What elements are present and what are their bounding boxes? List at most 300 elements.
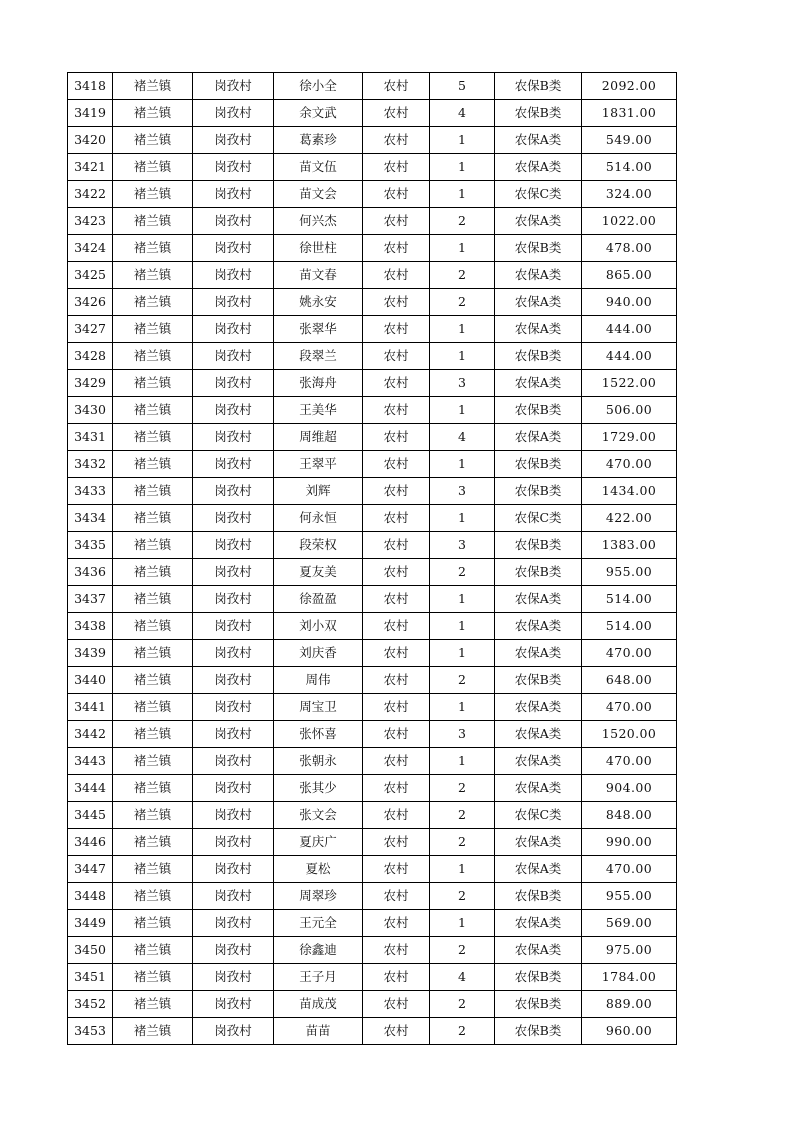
household-type-cell: 农村 <box>363 991 430 1018</box>
table-row <box>68 316 677 343</box>
name-cell: 周翠珍 <box>274 883 363 910</box>
village-cell: 岗孜村 <box>193 667 274 694</box>
amount-cell: 865.00 <box>582 262 677 289</box>
amount-cell: 904.00 <box>582 775 677 802</box>
name-cell: 张朝永 <box>274 748 363 775</box>
table-row <box>68 208 677 235</box>
family-size-cell: 1 <box>430 154 495 181</box>
table-row <box>68 856 677 883</box>
amount-cell: 569.00 <box>582 910 677 937</box>
amount-cell: 506.00 <box>582 397 677 424</box>
family-size-cell: 2 <box>430 262 495 289</box>
family-size-cell: 1 <box>430 343 495 370</box>
family-size-cell: 1 <box>430 181 495 208</box>
village-cell: 岗孜村 <box>193 775 274 802</box>
town-cell: 褚兰镇 <box>113 289 193 316</box>
household-type-cell: 农村 <box>363 73 430 100</box>
insurance-category-cell: 农保B类 <box>495 991 582 1018</box>
name-cell: 段翠兰 <box>274 343 363 370</box>
insurance-category-cell: 农保B类 <box>495 559 582 586</box>
table-row <box>68 289 677 316</box>
serial-number-cell: 3433 <box>68 478 113 505</box>
amount-cell: 514.00 <box>582 586 677 613</box>
name-cell: 周维超 <box>274 424 363 451</box>
town-cell: 褚兰镇 <box>113 478 193 505</box>
amount-cell: 1522.00 <box>582 370 677 397</box>
village-cell: 岗孜村 <box>193 1018 274 1045</box>
village-cell: 岗孜村 <box>193 559 274 586</box>
insurance-category-cell: 农保A类 <box>495 127 582 154</box>
household-type-cell: 农村 <box>363 694 430 721</box>
town-cell: 褚兰镇 <box>113 937 193 964</box>
town-cell: 褚兰镇 <box>113 532 193 559</box>
household-type-cell: 农村 <box>363 829 430 856</box>
name-cell: 何永恒 <box>274 505 363 532</box>
amount-cell: 1784.00 <box>582 964 677 991</box>
serial-number-cell: 3448 <box>68 883 113 910</box>
amount-cell: 470.00 <box>582 451 677 478</box>
village-cell: 岗孜村 <box>193 829 274 856</box>
table-row <box>68 748 677 775</box>
amount-cell: 1729.00 <box>582 424 677 451</box>
name-cell: 张翠华 <box>274 316 363 343</box>
table-row <box>68 964 677 991</box>
town-cell: 褚兰镇 <box>113 154 193 181</box>
family-size-cell: 1 <box>430 856 495 883</box>
family-size-cell: 2 <box>430 208 495 235</box>
table-row <box>68 154 677 181</box>
amount-cell: 444.00 <box>582 316 677 343</box>
household-type-cell: 农村 <box>363 181 430 208</box>
household-type-cell: 农村 <box>363 856 430 883</box>
name-cell: 何兴杰 <box>274 208 363 235</box>
family-size-cell: 1 <box>430 505 495 532</box>
serial-number-cell: 3444 <box>68 775 113 802</box>
family-size-cell: 1 <box>430 127 495 154</box>
household-type-cell: 农村 <box>363 397 430 424</box>
family-size-cell: 1 <box>430 910 495 937</box>
amount-cell: 324.00 <box>582 181 677 208</box>
serial-number-cell: 3429 <box>68 370 113 397</box>
name-cell: 苗文春 <box>274 262 363 289</box>
family-size-cell: 1 <box>430 586 495 613</box>
name-cell: 苗文伍 <box>274 154 363 181</box>
amount-cell: 990.00 <box>582 829 677 856</box>
serial-number-cell: 3430 <box>68 397 113 424</box>
amount-cell: 1383.00 <box>582 532 677 559</box>
insurance-category-cell: 农保A类 <box>495 748 582 775</box>
village-cell: 岗孜村 <box>193 181 274 208</box>
family-size-cell: 1 <box>430 397 495 424</box>
serial-number-cell: 3427 <box>68 316 113 343</box>
serial-number-cell: 3437 <box>68 586 113 613</box>
village-cell: 岗孜村 <box>193 802 274 829</box>
family-size-cell: 1 <box>430 640 495 667</box>
table-row <box>68 262 677 289</box>
town-cell: 褚兰镇 <box>113 424 193 451</box>
family-size-cell: 3 <box>430 721 495 748</box>
name-cell: 葛素珍 <box>274 127 363 154</box>
household-type-cell: 农村 <box>363 478 430 505</box>
household-type-cell: 农村 <box>363 424 430 451</box>
serial-number-cell: 3450 <box>68 937 113 964</box>
town-cell: 褚兰镇 <box>113 73 193 100</box>
town-cell: 褚兰镇 <box>113 775 193 802</box>
name-cell: 张海舟 <box>274 370 363 397</box>
insurance-category-cell: 农保B类 <box>495 532 582 559</box>
serial-number-cell: 3439 <box>68 640 113 667</box>
household-type-cell: 农村 <box>363 1018 430 1045</box>
town-cell: 褚兰镇 <box>113 1018 193 1045</box>
table-row <box>68 559 677 586</box>
family-size-cell: 2 <box>430 937 495 964</box>
household-type-cell: 农村 <box>363 154 430 181</box>
name-cell: 夏松 <box>274 856 363 883</box>
town-cell: 褚兰镇 <box>113 667 193 694</box>
household-type-cell: 农村 <box>363 613 430 640</box>
name-cell: 刘小双 <box>274 613 363 640</box>
name-cell: 刘辉 <box>274 478 363 505</box>
insurance-category-cell: 农保B类 <box>495 100 582 127</box>
insurance-category-cell: 农保B类 <box>495 964 582 991</box>
village-cell: 岗孜村 <box>193 424 274 451</box>
serial-number-cell: 3434 <box>68 505 113 532</box>
town-cell: 褚兰镇 <box>113 694 193 721</box>
name-cell: 张怀喜 <box>274 721 363 748</box>
insurance-category-cell: 农保B类 <box>495 883 582 910</box>
amount-cell: 1022.00 <box>582 208 677 235</box>
serial-number-cell: 3424 <box>68 235 113 262</box>
family-size-cell: 2 <box>430 802 495 829</box>
insurance-category-cell: 农保A类 <box>495 424 582 451</box>
name-cell: 苗成茂 <box>274 991 363 1018</box>
insurance-category-cell: 农保A类 <box>495 289 582 316</box>
family-size-cell: 2 <box>430 667 495 694</box>
household-type-cell: 农村 <box>363 883 430 910</box>
village-cell: 岗孜村 <box>193 316 274 343</box>
family-size-cell: 1 <box>430 694 495 721</box>
insurance-category-cell: 农保A类 <box>495 640 582 667</box>
serial-number-cell: 3441 <box>68 694 113 721</box>
household-type-cell: 农村 <box>363 748 430 775</box>
name-cell: 张文会 <box>274 802 363 829</box>
town-cell: 褚兰镇 <box>113 370 193 397</box>
insurance-category-cell: 农保C类 <box>495 802 582 829</box>
household-type-cell: 农村 <box>363 802 430 829</box>
table-row <box>68 910 677 937</box>
serial-number-cell: 3428 <box>68 343 113 370</box>
village-cell: 岗孜村 <box>193 721 274 748</box>
family-size-cell: 1 <box>430 613 495 640</box>
table-row <box>68 829 677 856</box>
name-cell: 周伟 <box>274 667 363 694</box>
household-type-cell: 农村 <box>363 775 430 802</box>
serial-number-cell: 3420 <box>68 127 113 154</box>
village-cell: 岗孜村 <box>193 100 274 127</box>
village-cell: 岗孜村 <box>193 127 274 154</box>
household-type-cell: 农村 <box>363 721 430 748</box>
village-cell: 岗孜村 <box>193 640 274 667</box>
table-row <box>68 127 677 154</box>
village-cell: 岗孜村 <box>193 451 274 478</box>
serial-number-cell: 3452 <box>68 991 113 1018</box>
village-cell: 岗孜村 <box>193 289 274 316</box>
household-type-cell: 农村 <box>363 667 430 694</box>
table-row <box>68 451 677 478</box>
table-row <box>68 73 677 100</box>
town-cell: 褚兰镇 <box>113 181 193 208</box>
household-type-cell: 农村 <box>363 343 430 370</box>
table-row <box>68 1018 677 1045</box>
table-row <box>68 505 677 532</box>
serial-number-cell: 3419 <box>68 100 113 127</box>
family-size-cell: 2 <box>430 1018 495 1045</box>
town-cell: 褚兰镇 <box>113 262 193 289</box>
family-size-cell: 3 <box>430 370 495 397</box>
insurance-category-cell: 农保A类 <box>495 694 582 721</box>
serial-number-cell: 3445 <box>68 802 113 829</box>
table-row <box>68 478 677 505</box>
household-type-cell: 农村 <box>363 370 430 397</box>
town-cell: 褚兰镇 <box>113 505 193 532</box>
amount-cell: 940.00 <box>582 289 677 316</box>
family-size-cell: 2 <box>430 991 495 1018</box>
insurance-category-cell: 农保A类 <box>495 910 582 937</box>
amount-cell: 514.00 <box>582 154 677 181</box>
family-size-cell: 4 <box>430 100 495 127</box>
table-row <box>68 883 677 910</box>
name-cell: 徐鑫迪 <box>274 937 363 964</box>
town-cell: 褚兰镇 <box>113 856 193 883</box>
amount-cell: 422.00 <box>582 505 677 532</box>
village-cell: 岗孜村 <box>193 694 274 721</box>
serial-number-cell: 3447 <box>68 856 113 883</box>
amount-cell: 960.00 <box>582 1018 677 1045</box>
amount-cell: 470.00 <box>582 748 677 775</box>
name-cell: 姚永安 <box>274 289 363 316</box>
serial-number-cell: 3422 <box>68 181 113 208</box>
serial-number-cell: 3453 <box>68 1018 113 1045</box>
amount-cell: 848.00 <box>582 802 677 829</box>
household-type-cell: 农村 <box>363 289 430 316</box>
amount-cell: 514.00 <box>582 613 677 640</box>
household-type-cell: 农村 <box>363 640 430 667</box>
insurance-category-cell: 农保A类 <box>495 208 582 235</box>
village-cell: 岗孜村 <box>193 262 274 289</box>
table-row <box>68 613 677 640</box>
family-size-cell: 2 <box>430 559 495 586</box>
name-cell: 徐小全 <box>274 73 363 100</box>
serial-number-cell: 3442 <box>68 721 113 748</box>
serial-number-cell: 3449 <box>68 910 113 937</box>
village-cell: 岗孜村 <box>193 883 274 910</box>
household-type-cell: 农村 <box>363 559 430 586</box>
table-row <box>68 235 677 262</box>
town-cell: 褚兰镇 <box>113 586 193 613</box>
name-cell: 刘庆香 <box>274 640 363 667</box>
town-cell: 褚兰镇 <box>113 640 193 667</box>
amount-cell: 549.00 <box>582 127 677 154</box>
table-row <box>68 100 677 127</box>
family-size-cell: 2 <box>430 829 495 856</box>
amount-cell: 955.00 <box>582 559 677 586</box>
family-size-cell: 3 <box>430 532 495 559</box>
amount-cell: 470.00 <box>582 694 677 721</box>
amount-cell: 889.00 <box>582 991 677 1018</box>
household-type-cell: 农村 <box>363 532 430 559</box>
name-cell: 段荣权 <box>274 532 363 559</box>
village-cell: 岗孜村 <box>193 991 274 1018</box>
serial-number-cell: 3426 <box>68 289 113 316</box>
table-row <box>68 937 677 964</box>
insurance-category-cell: 农保A类 <box>495 370 582 397</box>
table-row <box>68 424 677 451</box>
name-cell: 王元全 <box>274 910 363 937</box>
village-cell: 岗孜村 <box>193 586 274 613</box>
name-cell: 周宝卫 <box>274 694 363 721</box>
insurance-category-cell: 农保B类 <box>495 451 582 478</box>
family-size-cell: 2 <box>430 883 495 910</box>
insurance-category-cell: 农保B类 <box>495 397 582 424</box>
insurance-category-cell: 农保B类 <box>495 73 582 100</box>
amount-cell: 478.00 <box>582 235 677 262</box>
table-row <box>68 721 677 748</box>
village-cell: 岗孜村 <box>193 370 274 397</box>
town-cell: 褚兰镇 <box>113 100 193 127</box>
village-cell: 岗孜村 <box>193 937 274 964</box>
village-cell: 岗孜村 <box>193 613 274 640</box>
table-row <box>68 370 677 397</box>
insurance-category-cell: 农保C类 <box>495 181 582 208</box>
household-type-cell: 农村 <box>363 127 430 154</box>
name-cell: 徐盈盈 <box>274 586 363 613</box>
table-row <box>68 181 677 208</box>
household-type-cell: 农村 <box>363 208 430 235</box>
serial-number-cell: 3421 <box>68 154 113 181</box>
insurance-category-cell: 农保A类 <box>495 856 582 883</box>
town-cell: 褚兰镇 <box>113 127 193 154</box>
name-cell: 苗苗 <box>274 1018 363 1045</box>
household-type-cell: 农村 <box>363 451 430 478</box>
table-row <box>68 640 677 667</box>
amount-cell: 470.00 <box>582 640 677 667</box>
table-row <box>68 343 677 370</box>
household-type-cell: 农村 <box>363 586 430 613</box>
serial-number-cell: 3438 <box>68 613 113 640</box>
serial-number-cell: 3446 <box>68 829 113 856</box>
family-size-cell: 3 <box>430 478 495 505</box>
insurance-category-cell: 农保A类 <box>495 154 582 181</box>
serial-number-cell: 3435 <box>68 532 113 559</box>
insurance-category-cell: 农保B类 <box>495 235 582 262</box>
town-cell: 褚兰镇 <box>113 208 193 235</box>
table-row <box>68 397 677 424</box>
household-type-cell: 农村 <box>363 235 430 262</box>
family-size-cell: 2 <box>430 289 495 316</box>
insurance-category-cell: 农保A类 <box>495 829 582 856</box>
village-cell: 岗孜村 <box>193 856 274 883</box>
village-cell: 岗孜村 <box>193 343 274 370</box>
insurance-category-cell: 农保A类 <box>495 316 582 343</box>
name-cell: 王美华 <box>274 397 363 424</box>
family-size-cell: 1 <box>430 748 495 775</box>
name-cell: 苗文会 <box>274 181 363 208</box>
household-type-cell: 农村 <box>363 910 430 937</box>
family-size-cell: 1 <box>430 451 495 478</box>
village-cell: 岗孜村 <box>193 208 274 235</box>
name-cell: 王翠平 <box>274 451 363 478</box>
serial-number-cell: 3432 <box>68 451 113 478</box>
family-size-cell: 2 <box>430 775 495 802</box>
town-cell: 褚兰镇 <box>113 397 193 424</box>
serial-number-cell: 3436 <box>68 559 113 586</box>
name-cell: 王子月 <box>274 964 363 991</box>
town-cell: 褚兰镇 <box>113 991 193 1018</box>
village-cell: 岗孜村 <box>193 532 274 559</box>
amount-cell: 975.00 <box>582 937 677 964</box>
town-cell: 褚兰镇 <box>113 559 193 586</box>
household-type-cell: 农村 <box>363 505 430 532</box>
beneficiary-table <box>67 72 677 1045</box>
household-type-cell: 农村 <box>363 262 430 289</box>
insurance-category-cell: 农保B类 <box>495 478 582 505</box>
village-cell: 岗孜村 <box>193 964 274 991</box>
village-cell: 岗孜村 <box>193 478 274 505</box>
serial-number-cell: 3423 <box>68 208 113 235</box>
town-cell: 褚兰镇 <box>113 343 193 370</box>
family-size-cell: 5 <box>430 73 495 100</box>
insurance-category-cell: 农保A类 <box>495 721 582 748</box>
name-cell: 余文武 <box>274 100 363 127</box>
table-row <box>68 586 677 613</box>
family-size-cell: 4 <box>430 964 495 991</box>
serial-number-cell: 3425 <box>68 262 113 289</box>
amount-cell: 470.00 <box>582 856 677 883</box>
town-cell: 褚兰镇 <box>113 748 193 775</box>
town-cell: 褚兰镇 <box>113 964 193 991</box>
village-cell: 岗孜村 <box>193 505 274 532</box>
town-cell: 褚兰镇 <box>113 613 193 640</box>
amount-cell: 1520.00 <box>582 721 677 748</box>
village-cell: 岗孜村 <box>193 235 274 262</box>
family-size-cell: 4 <box>430 424 495 451</box>
insurance-category-cell: 农保A类 <box>495 775 582 802</box>
serial-number-cell: 3418 <box>68 73 113 100</box>
serial-number-cell: 3440 <box>68 667 113 694</box>
insurance-category-cell: 农保A类 <box>495 937 582 964</box>
town-cell: 褚兰镇 <box>113 451 193 478</box>
town-cell: 褚兰镇 <box>113 910 193 937</box>
village-cell: 岗孜村 <box>193 910 274 937</box>
name-cell: 夏友美 <box>274 559 363 586</box>
name-cell: 张其少 <box>274 775 363 802</box>
village-cell: 岗孜村 <box>193 73 274 100</box>
family-size-cell: 1 <box>430 316 495 343</box>
insurance-category-cell: 农保B类 <box>495 1018 582 1045</box>
household-type-cell: 农村 <box>363 100 430 127</box>
household-type-cell: 农村 <box>363 316 430 343</box>
amount-cell: 1434.00 <box>582 478 677 505</box>
name-cell: 夏庆广 <box>274 829 363 856</box>
insurance-category-cell: 农保B类 <box>495 667 582 694</box>
insurance-category-cell: 农保C类 <box>495 505 582 532</box>
serial-number-cell: 3443 <box>68 748 113 775</box>
table-row <box>68 532 677 559</box>
amount-cell: 2092.00 <box>582 73 677 100</box>
table-body <box>68 73 677 1045</box>
village-cell: 岗孜村 <box>193 154 274 181</box>
village-cell: 岗孜村 <box>193 748 274 775</box>
